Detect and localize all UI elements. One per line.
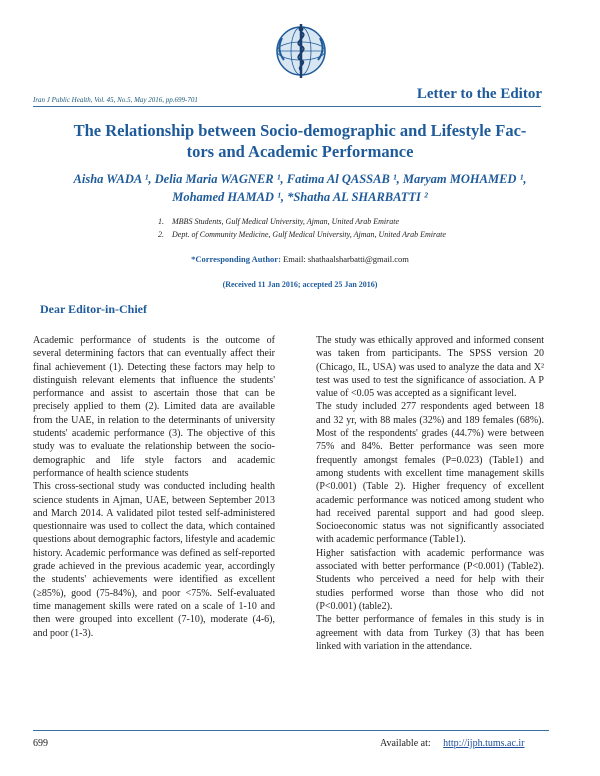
corresponding-label: *Corresponding Author: — [191, 254, 281, 264]
received-dates: (Received 11 Jan 2016; accepted 25 Jan 2016) — [222, 280, 378, 289]
article-title — [40, 120, 560, 162]
corresponding-author — [0, 254, 600, 264]
availability — [380, 738, 525, 749]
title-line-2: tors and Academic Performance — [186, 142, 414, 161]
affiliation-text: Dept. of Community Medicine, Gulf Medical University, Ajman, United Arab Emirate — [172, 230, 446, 239]
body-column-left — [33, 334, 275, 640]
section-label: Letter to the Editor — [416, 86, 542, 102]
authors-line-2: Mohamed HAMAD ¹, *Shatha AL SHARBATTI ² — [172, 190, 428, 204]
body-paragraph: The better performance of females in this study is in agreement with data from Turkey (3) that has been linked with variation in the attendance. — [316, 614, 544, 652]
page-number: 699 — [33, 738, 48, 749]
available-label: Available at: — [380, 738, 431, 749]
affiliation-number: 1. — [158, 217, 164, 226]
affiliation-item — [158, 215, 446, 228]
affiliations — [158, 215, 446, 241]
journal-logo-icon — [270, 20, 332, 82]
body-paragraph: The study was ethically approved and informed consent was taken from participants. The SPSS version 20 (Chicago, IL, USA) was used to analyze the data and X² test was used to test the significance of association. A P value of <0.05 was accepted as a significant level. — [316, 335, 544, 400]
title-line-1: The Relationship between Socio-demographic and Lifestyle Fac- — [73, 121, 527, 140]
salutation: Dear Editor-in-Chief — [40, 302, 147, 316]
affiliation-number: 2. — [158, 230, 164, 239]
journal-url-link[interactable]: http://ijph.tums.ac.ir — [443, 738, 525, 749]
author-list — [40, 170, 560, 206]
body-paragraph: The study included 277 respondents aged between 18 and 32 yr, with 88 males (32%) and 189 females (68%). Most of the respondents' grades (44.7%) were between 75% and 84%. Better performance was seen more frequently amongst females (P=0.023) (Table1) and among students with excellent time management skills (P<0.001) (Table 2). Higher frequency of excellent academic performance was noticed among student who had received parental support and had good sleep. Socioeconomic status was not significantly associated with academic performance (Table1). — [316, 401, 544, 546]
body-column-right — [316, 334, 544, 653]
body-paragraph: Higher satisfaction with academic performance was associated with better performance (P<0.001) (Table2). Students who perceived a need for help with their studies performed worse than those who did not (P<0.001) (table2). — [316, 547, 544, 612]
authors-line-1: Aisha WADA ¹, Delia Maria WAGNER ¹, Fatima Al QASSAB ¹, Maryam MOHAMED ¹, — [73, 172, 527, 186]
body-paragraph: Academic performance of students is the outcome of several determining factors that can eventually affect their final achievement (1). Detecting these factors may help to distinguish relevant elements that influence the students' performance and assist to ascertain those that can be precisely applied to them (2). Limited data are available from the UAE, in relation to the determinants of university students' academic performance (3). The objective of this study was to evaluate the relationship between the socio-demographic and life style factors and academic performance of health science students — [33, 335, 275, 479]
header-rule — [33, 106, 541, 107]
corresponding-email[interactable]: Email: shathaalsharbatti@gmail.com — [283, 254, 409, 264]
affiliation-text: MBBS Students, Gulf Medical University, Ajman, United Arab Emirate — [172, 217, 400, 226]
footer-rule — [33, 730, 549, 731]
affiliation-item — [158, 228, 446, 241]
body-paragraph: This cross-sectional study was conducted including health science students in Ajman, UAE, between September 2013 and March 2014. A validated pilot tested self-administered questionnaire was used to collect the data, which contained questions about demographic factors, lifestyle and academic history. Academic performance was defined as self-reported grade achieved in the previous academic year, accordingly the students' achievements were identified as excellent (≥85%), good (75-84%), and poor <75%. Self-evaluated time management skills were rated on a scale of 1-10 and then were grouped into excellent (7-10), moderate (4-6), and poor (1-3). — [33, 481, 275, 639]
journal-reference: Iran J Public Health, Vol. 45, No.5, May 2016, pp.699-701 — [33, 96, 198, 104]
